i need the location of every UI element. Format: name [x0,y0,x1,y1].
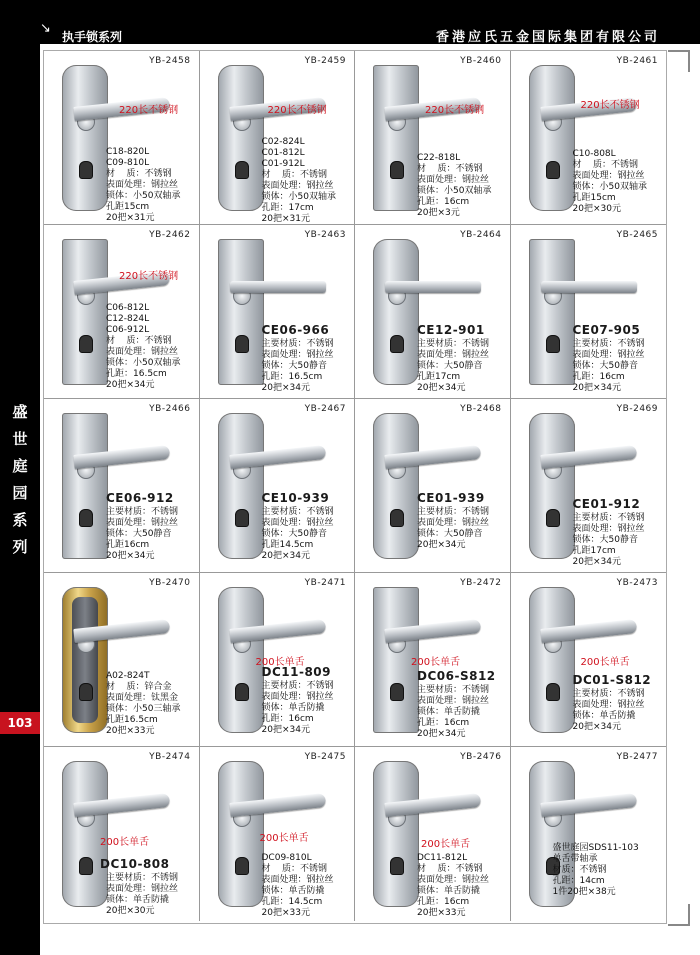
spec-line: 锁体：单舌防撬 [572,711,636,721]
spec-line: 锁体：大50静音 [261,361,327,371]
spec-line: 表面处理：钢拉丝 [106,180,179,190]
lock-plate-image [218,413,264,559]
spec-line: 主要材质：不锈钢 [417,685,490,695]
product-card [511,399,667,573]
spec-line: 孔距17cm [417,372,461,382]
spec-line: 孔距：14.5cm [261,897,323,907]
spec-line: 材 质：不锈钢 [417,164,483,174]
red-spec-label: 220长不锈钢 [267,105,327,116]
lock-plate-image [373,65,419,211]
spec-line: 20把×34元 [106,551,155,561]
spec-list [573,513,645,568]
keyhole-icon [390,509,404,527]
lock-plate-image [373,239,419,385]
product-card [200,747,356,921]
spec-line: 表面处理：钢拉丝 [417,350,490,360]
red-spec-label: 200长单舌 [255,657,305,668]
spec-list [106,873,178,917]
model-number: CE06-912 [106,491,174,505]
spec-line: 20把×3元 [417,208,460,218]
spec-line: 锁体：小50双轴承 [106,358,181,368]
product-code: YB-2472 [460,578,502,588]
product-card [44,747,200,921]
spec-line: 20把×34元 [417,729,466,739]
spec-line: 20把×34元 [261,383,310,393]
spec-line: 1件20把×38元 [552,887,616,897]
spec-line: C06-812L [106,303,150,313]
product-card [44,399,200,573]
red-spec-label: 200长单舌 [421,839,471,850]
spec-line: 20把×30元 [572,204,621,214]
lock-plate-image [529,65,575,211]
spec-line: 20把×31元 [261,214,310,224]
spec-line: 表面处理：钢拉丝 [261,181,334,191]
keyhole-icon [79,335,93,353]
spec-line: 主要材质：不锈钢 [572,339,645,349]
model-number: DC06-S812 [417,669,496,683]
spec-line: 锁体：大50静音 [106,529,172,539]
spec-line: 表面处理：钢拉丝 [572,171,645,181]
product-code: YB-2461 [616,56,658,66]
spec-line: C01-912L [261,159,305,169]
product-grid [44,51,666,921]
spec-line: 孔距14.5cm [261,540,314,550]
spec-line: 表面处理：钢拉丝 [106,518,179,528]
model-number: DC01-S812 [572,673,652,687]
spec-line: 材 质：不锈钢 [261,170,327,180]
spec-list [262,339,334,394]
spec-line: 主要材质：不锈钢 [572,513,645,523]
spec-line: C01-812L [261,148,305,158]
spec-line: 表面处理：钛黑金 [106,693,179,703]
model-number: CE01-912 [572,497,641,511]
spec-line: 表面处理：钢拉丝 [572,524,645,534]
product-card [511,51,667,225]
corner-ornament [668,904,690,926]
spec-line: 表面处理：钢拉丝 [417,518,490,528]
spec-line: 20把×34元 [572,722,621,732]
keyhole-icon [390,683,404,701]
product-code: YB-2467 [304,404,346,414]
lock-plate-image [218,239,264,385]
spec-line: 主要材质：不锈钢 [261,681,334,691]
lever-handle-image [385,281,481,293]
product-code: YB-2474 [149,752,191,762]
keyhole-icon [235,161,249,179]
spec-line: 20把×33元 [417,908,466,918]
spec-list [417,153,491,219]
spec-line: 锁体：小50双轴承 [572,182,647,192]
red-spec-label: 200长单舌 [580,657,630,668]
keyhole-icon [235,335,249,353]
spec-line: 20把×31元 [106,213,155,223]
lock-plate-image [529,413,575,559]
product-card [44,225,200,399]
vertical-series-title: 盛 世 庭 园 系 列 [12,403,28,556]
keyhole-icon [390,335,404,353]
spec-line: 锁体：大50静音 [572,361,638,371]
spec-line: 材 质：不锈钢 [261,864,327,874]
header-bar [0,0,700,44]
spec-line: 锁体：小50双轴承 [261,192,336,202]
spec-line: 锁体：大50静音 [572,535,638,545]
spec-line: 孔距：16.5cm [106,369,167,379]
model-number: CE06-966 [261,323,330,337]
product-code: YB-2473 [616,578,658,588]
product-code: YB-2466 [149,404,191,414]
lock-plate-image [373,761,419,907]
product-code: YB-2462 [149,230,191,240]
spec-list [106,671,180,737]
spec-line: 20把×34元 [572,383,621,393]
keyhole-icon [79,683,93,701]
spec-line: 表面处理：钢拉丝 [261,875,334,885]
lock-plate-image [62,413,108,559]
spec-line: 主要材质：不锈钢 [261,507,334,517]
spec-line: 孔距：16cm [417,718,470,728]
product-card [44,573,200,747]
spec-line: 材 质：锌合金 [106,682,172,692]
product-card [355,51,511,225]
page-number: 103 [0,712,40,734]
product-card [200,51,356,225]
spec-line: C02-824L [261,137,305,147]
spec-line: 单舌带轴承 [552,854,598,864]
spec-list [417,507,489,551]
spec-line: 20把×34元 [417,540,466,550]
spec-line: C09-810L [106,158,150,168]
spec-line: C12-824L [106,314,150,324]
spec-line: 主要材质：不锈钢 [106,507,179,517]
spec-line: 锁体：小50双轴承 [106,191,181,201]
lock-plate-image [529,587,575,733]
spec-line: 孔距：16cm [417,897,470,907]
spec-line: 表面处理：钢拉丝 [417,175,490,185]
red-spec-label: 220长不锈钢 [580,100,640,111]
red-spec-label: 200长单舌 [411,657,461,668]
spec-line: 20把×30元 [106,906,155,916]
arrow-icon: ↘ [40,21,51,36]
lock-plate-image [62,65,108,211]
spec-line: 主要材质：不锈钢 [106,873,179,883]
spec-list [262,853,334,919]
keyhole-icon [546,509,560,527]
spec-line: 孔距：16cm [572,372,625,382]
keyhole-icon [235,683,249,701]
spec-line: 锁体：大50静音 [417,529,483,539]
spec-line: 锁体：单舌防撬 [261,886,325,896]
product-card [511,747,667,921]
keyhole-icon [390,857,404,875]
spec-line: 锁体：单舌防撬 [417,886,481,896]
spec-line: 表面处理：钢拉丝 [417,696,490,706]
product-code: YB-2464 [460,230,502,240]
product-card [355,573,511,747]
spec-list [573,689,645,733]
corner-ornament [668,50,690,72]
spec-list [417,853,489,919]
spec-line: 20把×34元 [417,383,466,393]
model-number: DC11-809 [261,665,331,679]
product-card [511,225,667,399]
red-spec-label: 220长不锈钢 [119,271,179,282]
product-code: YB-2476 [460,752,502,762]
product-code: YB-2460 [460,56,502,66]
spec-line: 表面处理：钢拉丝 [106,884,179,894]
product-code: YB-2471 [304,578,346,588]
model-number: DC10-808 [100,857,170,871]
spec-line: 主要材质：不锈钢 [417,507,490,517]
spec-line: 主要材质：不锈钢 [261,339,334,349]
side-bar [0,44,40,955]
spec-line: C10-808L [572,149,616,159]
product-card [200,225,356,399]
lever-handle-image [541,281,637,293]
spec-list [573,149,647,215]
spec-line: 材质：不锈钢 [552,865,607,875]
spec-line: 孔距16.5cm [106,715,158,725]
spec-list [417,339,489,394]
spec-list [417,685,489,740]
model-number: CE10-939 [261,491,330,505]
spec-line: 20把×34元 [261,551,310,561]
spec-line: 孔距16cm [106,540,150,550]
lock-plate-image [62,239,108,385]
spec-line: 20把×33元 [106,726,155,736]
spec-line: 锁体：小50双轴承 [417,186,492,196]
product-card [355,399,511,573]
keyhole-icon [79,161,93,179]
model-number: CE07-905 [572,323,641,337]
product-code: YB-2469 [616,404,658,414]
spec-line: 材 质：不锈钢 [417,864,483,874]
red-spec-label: 220长不锈钢 [119,105,179,116]
product-code: YB-2477 [616,752,658,762]
spec-line: 孔距17cm [572,546,616,556]
spec-line: 材 质：不锈钢 [106,336,172,346]
spec-line: 锁体：单舌防撬 [417,707,481,717]
spec-line: 材 质：不锈钢 [106,169,172,179]
lock-plate-image [218,65,264,211]
product-card [200,399,356,573]
red-spec-label: 220长不锈钢 [425,105,485,116]
model-number: CE01-939 [417,491,485,505]
red-spec-label: 200长单舌 [259,833,309,844]
spec-line: 表面处理：钢拉丝 [261,350,334,360]
spec-line: 表面处理：钢拉丝 [417,875,490,885]
spec-line: 20把×34元 [572,557,621,567]
keyhole-icon [546,161,560,179]
spec-list [262,507,334,562]
spec-line: 孔距：16cm [417,197,470,207]
lock-plate-image [373,413,419,559]
plate-insert [72,597,98,723]
spec-line: A02-824T [106,671,150,681]
keyhole-icon [79,857,93,875]
spec-line: 孔距：17cm [261,203,314,213]
product-card [355,225,511,399]
spec-line: C22-818L [417,153,461,163]
series-title: 执手锁系列 [62,30,123,44]
spec-line: 锁体：单舌防撬 [106,895,170,905]
product-card [355,747,511,921]
spec-list [106,303,180,391]
spec-line: 锁体：小50三轴承 [106,704,181,714]
spec-line: 表面处理：钢拉丝 [572,350,645,360]
spec-line: 孔距15cm [106,202,150,212]
keyhole-icon [546,335,560,353]
product-code: YB-2458 [149,56,191,66]
spec-list [262,681,334,736]
keyhole-icon [79,509,93,527]
product-card [511,573,667,747]
product-code: YB-2468 [460,404,502,414]
spec-line: 盛世庭园SDS11-103 [552,843,639,853]
spec-line: 锁体：大50静音 [261,529,327,539]
spec-list [106,147,180,224]
spec-line: 表面处理：钢拉丝 [261,692,334,702]
spec-line: 孔距：16cm [261,714,314,724]
keyhole-icon [235,857,249,875]
spec-line: 20把×34元 [261,725,310,735]
product-card [200,573,356,747]
product-code: YB-2459 [304,56,346,66]
spec-line: C18-820L [106,147,150,157]
spec-line: 主要材质：不锈钢 [572,689,645,699]
spec-line: 表面处理：钢拉丝 [261,518,334,528]
spec-list [573,339,645,394]
spec-line: 材 质：不锈钢 [572,160,638,170]
spec-line: 表面处理：钢拉丝 [106,347,179,357]
spec-line: 20把×33元 [261,908,310,918]
spec-list [262,137,336,225]
spec-line: 孔距：14cm [552,876,605,886]
product-code: YB-2475 [304,752,346,762]
spec-line: 主要材质：不锈钢 [417,339,490,349]
model-number: CE12-901 [417,323,485,337]
lock-plate-image [529,239,575,385]
spec-line: 20把×34元 [106,380,155,390]
spec-line: 锁体：大50静音 [417,361,483,371]
spec-line: 孔距：16.5cm [261,372,323,382]
red-spec-label: 200长单舌 [100,837,150,848]
product-code: YB-2470 [149,578,191,588]
spec-list [106,507,178,562]
spec-line: DC11-812L [417,853,468,863]
spec-line: C06-912L [106,325,150,335]
lock-plate-image [62,587,108,733]
keyhole-icon [546,683,560,701]
product-code: YB-2463 [304,230,346,240]
spec-line: DC09-810L [261,853,312,863]
product-code: YB-2465 [616,230,658,240]
lock-plate-image [218,761,264,907]
lever-handle-image [230,281,326,293]
product-card [44,51,200,225]
spec-line: 孔距15cm [572,193,616,203]
spec-list [553,843,639,898]
company-name: 香港应氏五金国际集团有限公司 [435,30,660,45]
spec-line: 锁体：单舌防撬 [261,703,325,713]
spec-line: 表面处理：钢拉丝 [572,700,645,710]
keyhole-icon [390,161,404,179]
keyhole-icon [235,509,249,527]
